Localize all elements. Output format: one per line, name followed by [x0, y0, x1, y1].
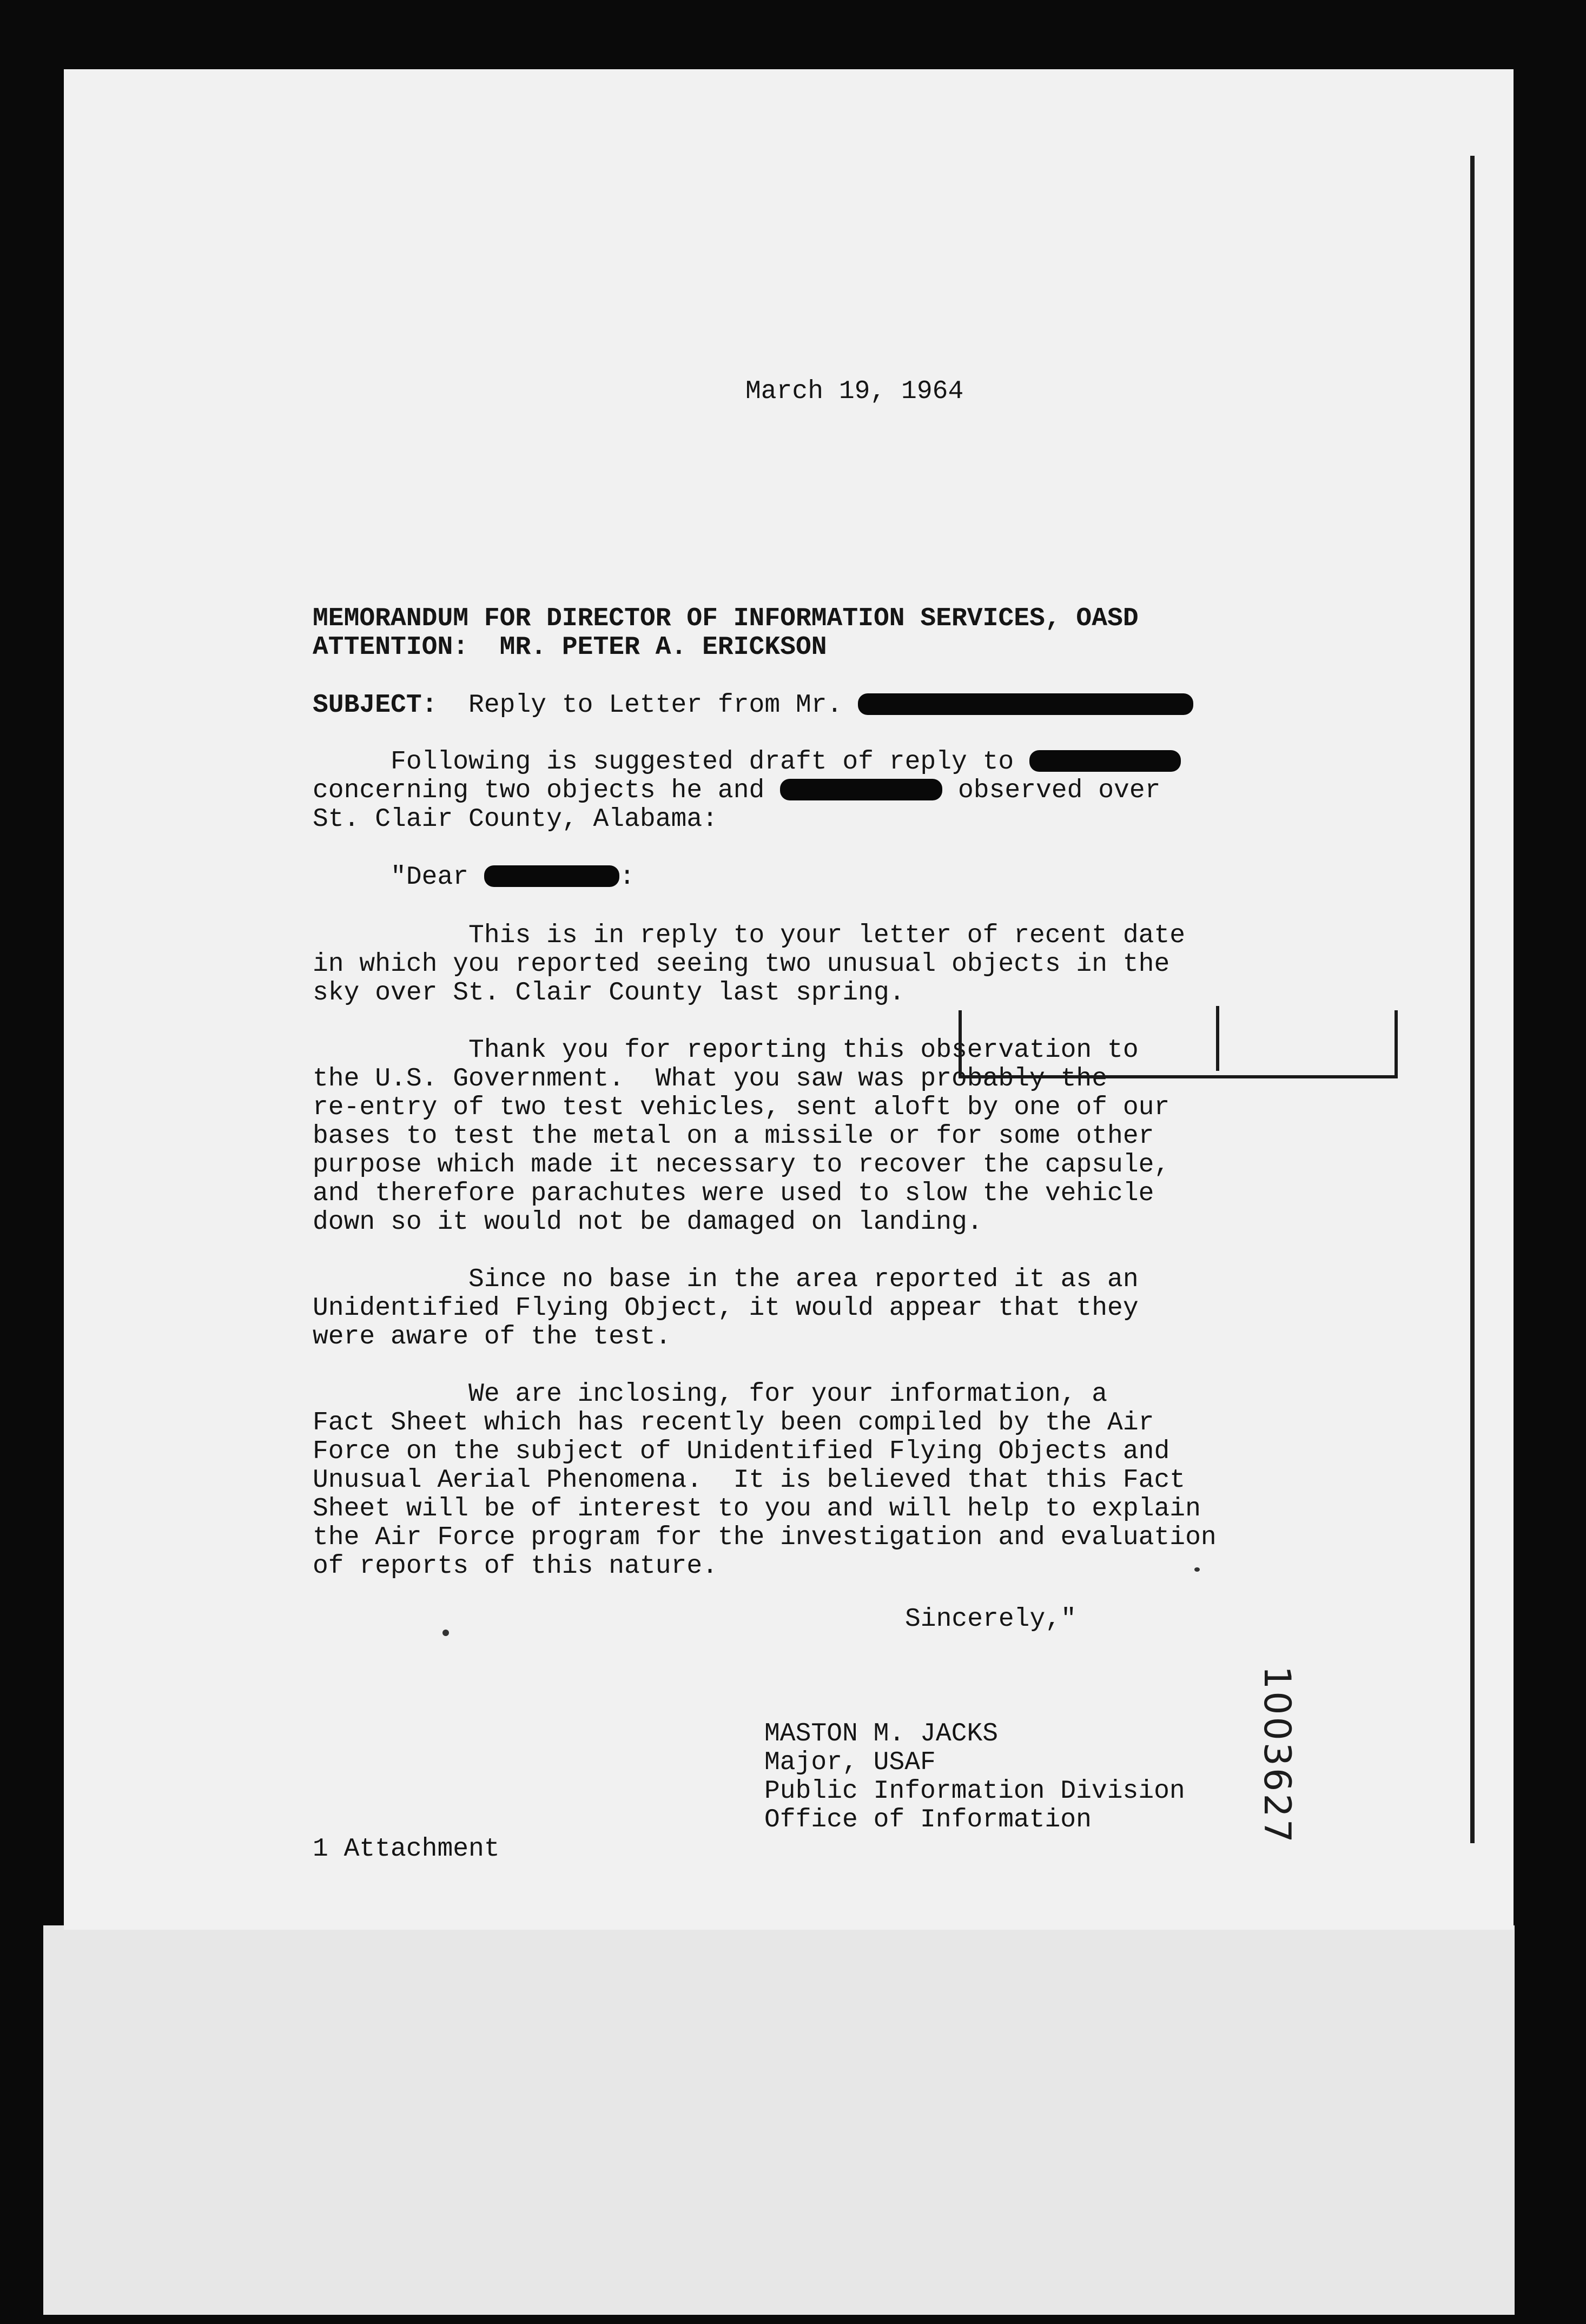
- subject-text: Reply to Letter from Mr.: [468, 691, 843, 720]
- paragraph-3-line: were aware of the test.: [313, 1322, 671, 1352]
- signature-office: Office of Information: [764, 1805, 1092, 1835]
- redaction-mark: [858, 693, 1193, 715]
- film-margin: [43, 1925, 1515, 2315]
- intro-line-1: [313, 748, 1181, 777]
- paragraph-4-line: of reports of this nature.: [313, 1552, 718, 1581]
- paragraph-2-line: Thank you for reporting this observation to: [313, 1036, 1139, 1065]
- memo-recipient: MEMORANDUM FOR DIRECTOR OF INFORMATION SERVICES, OASD: [313, 604, 1139, 633]
- intro-text-2b: observed over: [957, 776, 1161, 805]
- paragraph-4-line: Fact Sheet which has recently been compiled by the Air: [313, 1408, 1154, 1438]
- page-edge-rule: [1470, 156, 1475, 1843]
- intro-line-2: [313, 777, 1160, 805]
- dust-speck: [1194, 1567, 1200, 1572]
- paragraph-2-line: the U.S. Government. What you saw was probably the: [313, 1064, 1108, 1094]
- bracket-divider: [1216, 1006, 1219, 1071]
- paragraph-4-line: Sheet will be of interest to you and will help to explain: [313, 1494, 1201, 1524]
- paragraph-4-line: the Air Force program for the investigation and evaluation: [313, 1523, 1217, 1552]
- paragraph-1-line: in which you reported seeing two unusual objects in the: [313, 950, 1170, 979]
- redaction-mark: [484, 865, 619, 887]
- closing: Sincerely,": [905, 1605, 1076, 1634]
- salutation-text: "Dear: [313, 863, 469, 892]
- paragraph-4-line: Force on the subject of Unidentified Flying Objects and: [313, 1437, 1170, 1466]
- subject-line: [313, 691, 1193, 720]
- memo-attention: ATTENTION: MR. PETER A. ERICKSON: [313, 633, 827, 662]
- paragraph-3-line: Since no base in the area reported it as an: [313, 1265, 1139, 1294]
- attachment-note: 1 Attachment: [313, 1835, 500, 1864]
- document-page: [64, 69, 1514, 1930]
- redaction-mark: [1029, 750, 1181, 772]
- paragraph-4-line: We are inclosing, for your information, a: [313, 1380, 1108, 1409]
- paragraph-2-line: re-entry of two test vehicles, sent aloft by one of our: [313, 1093, 1170, 1122]
- signature-rank: Major, USAF: [764, 1748, 936, 1777]
- intro-text-2: concerning two objects he and: [313, 776, 765, 805]
- paragraph-2-line: purpose which made it necessary to recover the capsule,: [313, 1150, 1170, 1180]
- document-stamp-number: 1003627: [1255, 1666, 1298, 1845]
- paragraph-3-line: Unidentified Flying Object, it would appear that they: [313, 1294, 1139, 1323]
- paragraph-1-line: sky over St. Clair County last spring.: [313, 978, 905, 1008]
- paragraph-2-line: bases to test the metal on a missile or for some other: [313, 1122, 1154, 1151]
- salutation: [313, 863, 635, 892]
- paragraph-2-line: down so it would not be damaged on landing.: [313, 1208, 983, 1237]
- salutation-colon: :: [619, 863, 635, 892]
- paragraph-4-line: Unusual Aerial Phenomena. It is believed that this Fact: [313, 1466, 1186, 1495]
- letter-date: March 19, 1964: [745, 377, 964, 406]
- paragraph-2-line: and therefore parachutes were used to slow the vehicle: [313, 1179, 1154, 1208]
- signature-name: MASTON M. JACKS: [764, 1719, 999, 1749]
- paragraph-1-line: This is in reply to your letter of recent date: [313, 921, 1186, 950]
- redaction-mark: [780, 779, 942, 800]
- dust-speck: [442, 1630, 449, 1636]
- bracket-mark: [959, 1010, 1398, 1078]
- intro-line-3: St. Clair County, Alabama:: [313, 805, 718, 834]
- intro-text-1: Following is suggested draft of reply to: [313, 747, 1014, 777]
- signature-division: Public Information Division: [764, 1777, 1185, 1806]
- subject-label: SUBJECT:: [313, 691, 438, 720]
